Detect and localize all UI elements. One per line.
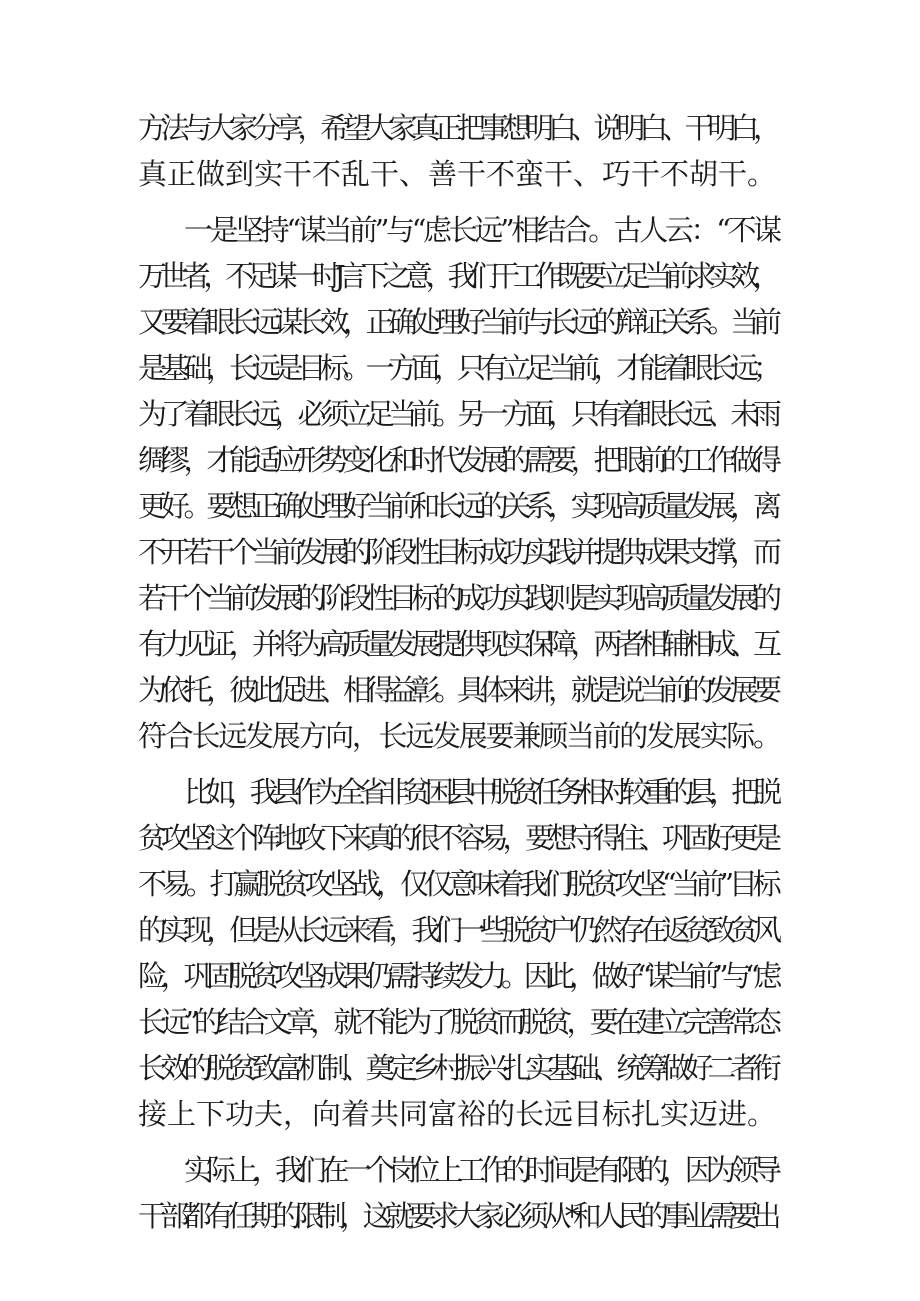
- paragraph-3-line-6: 长远”的结合文章，就不能为了脱贫而脱贫，要在建立完善常态: [138, 1005, 777, 1039]
- paragraph-4-line-2: 干部都有任期的限制，这就要求大家必须从*和人民的事业需要出: [138, 1199, 775, 1233]
- paragraph-1-line-2: 真正做到实干不乱干、善干不蛮干、巧干不胡干。: [138, 157, 777, 191]
- paragraph-2-line-1: 一是坚持“谋当前”与“虑长远”相结合。古人云：“不谋: [184, 213, 779, 247]
- paragraph-2-line-9: 若干个当前发展的阶段性目标的成功实践则是实现高质量发展的: [138, 581, 776, 615]
- paragraph-2-line-10: 有力见证，并将为高质量发展提供现实保障，两者相辅相成、互: [138, 627, 776, 661]
- paragraph-2-line-5: 为了着眼长远，必须立足当前。另一方面，只有着眼长远、未雨: [138, 397, 776, 431]
- paragraph-3-line-7: 长效的脱贫致富机制、奠定乡村振兴扎实基础、统筹做好二者衔: [138, 1051, 776, 1085]
- paragraph-3-line-1: 比如，我县作为全省非贫困县中脱贫任务相对较重的县，把脱: [184, 775, 775, 809]
- paragraph-2-line-8: 不开若干个当前发展的阶段性目标成功实践并提供成果支撑，而: [138, 535, 776, 569]
- paragraph-2-line-4: 是基础，长远是目标。一方面，只有立足当前，才能着眼长远；: [138, 351, 776, 385]
- paragraph-2-line-7: 更好。要想正确处理好当前和长远的关系，实现高质量发展，离: [138, 489, 776, 523]
- paragraph-2-line-12: 符合长远发展方向，长远发展要兼顾当前的发展实际。: [138, 719, 780, 753]
- paragraph-3-line-3: 不易。打赢脱贫攻坚战，仅仅意味着我们脱贫攻坚“当前”目标: [138, 867, 777, 901]
- paragraph-3-line-5: 险，巩固脱贫攻坚成果仍需持续发力。因此，做好“谋当前”与“虑: [138, 959, 777, 993]
- paragraph-2-line-2: 万世者，不足谋一时J言下之意，我们干工作既要立足当前求实效，: [138, 259, 775, 293]
- paragraph-3-line-4: 的实现，但是从长远来看，我们一些脱贫户仍然存在返贫致贫风: [138, 913, 776, 947]
- paragraph-4-line-1: 实际上，我们在一个岗位上工作的时间是有限的，因为领导: [184, 1153, 776, 1187]
- paragraph-2-line-3: 又要着眼长远谋长效，正确处理好当前与长远的辩证关系。当前: [138, 305, 776, 339]
- paragraph-2-line-6: 绸缪，才能适应形势变化和时代发展的需要，把眼前的工作做得: [138, 443, 776, 477]
- paragraph-3-line-8: 接上下功夫，向着共同富裕的长远目标扎实迈进。: [138, 1097, 777, 1131]
- paragraph-1-line-1: 方法与大家分享，希望大家真正把事想明白、说明白、干明白，: [138, 111, 776, 145]
- paragraph-3-line-2: 贫攻坚这个阵地攻下来真的很不容易，要想守得住、巩固好更是: [138, 821, 776, 855]
- paragraph-2-line-11: 为依托，彼此促进、相得益彰。具体来讲，就是说当前的发展要: [138, 673, 776, 707]
